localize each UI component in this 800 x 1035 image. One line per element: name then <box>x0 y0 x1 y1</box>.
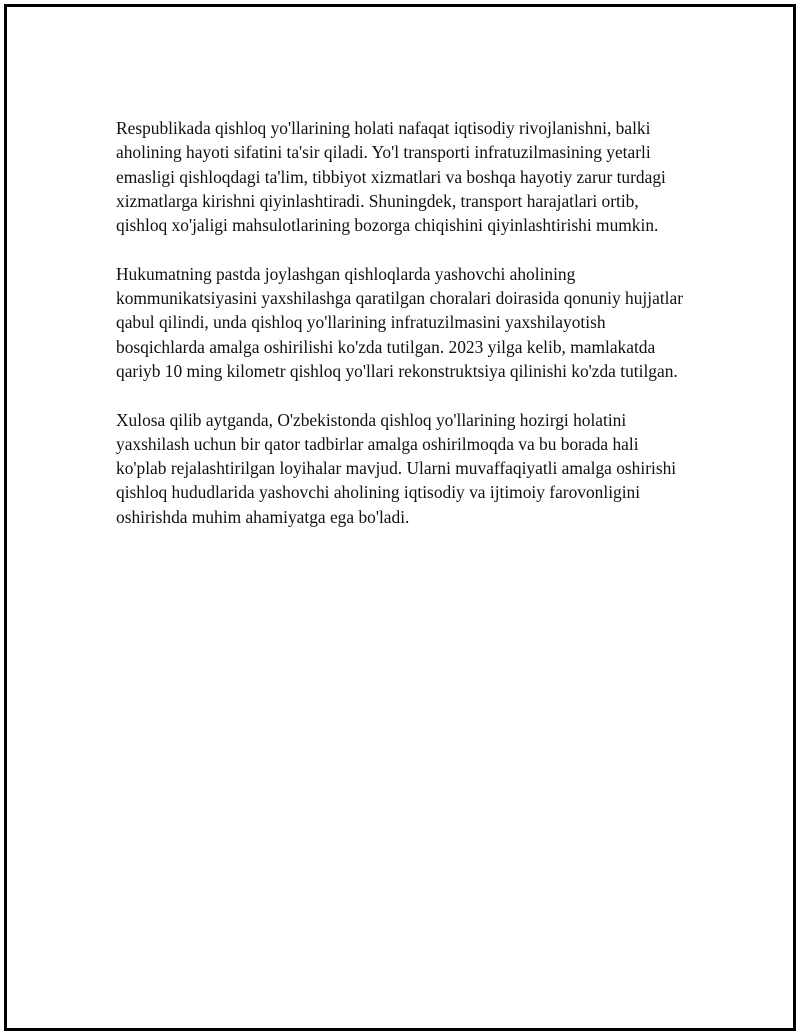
paragraph-conclusion: Xulosa qilib aytganda, O'zbekistonda qishloq yo'llarining hozirgi holatini yaxshilash uchun bir qator tadbirlar amalga oshirilmoqda va bu borada hali ko'plab rejalashtirilgan loyihalar mavjud. Ularni muvaffaqiyatli amalga oshirishi qishloq hududlarida yashovchi aholining iqtisodiy va ijtimoiy farovonligini oshirishda muhim ahamiyatga ega bo'ladi. <box>116 409 677 527</box>
paragraph-rural-roads-impact: Respublikada qishloq yo'llarining holati nafaqat iqtisodiy rivojlanishni, balki aholining hayoti sifatini ta'sir qiladi. Yo'l transporti infratuzilmasining yetarli emasligi qishloqdagi ta'lim, tibbiyot xizmatlari va boshqa hayotiy zarur turdagi xizmatlarga kirishni qiyinlashtiradi. Shuningdek, transport harajatlari ortib, qishloq xo'jaligi mahsulotlarining bozorga chiqishini qiyinlashtirishi mumkin. <box>116 118 666 236</box>
document-body <box>116 116 686 553</box>
paragraph-government-measures: Hukumatning pastda joylashgan qishloqlarda yashovchi aholining kommunikatsiyasini yaxshilashga qaratilgan choralari doirasida qonuniy hujjatlar qabul qilindi, unda qishloq yo'llarining infratuzilmasini yaxshilayotish bosqichlarda amalga oshirilishi ko'zda tutilgan. 2023 yilga kelib, mamlakatda qariyb 10 ming kilometr qishloq yo'llari rekonstruktsiya qilinishi ko'zda tutilgan. <box>116 263 683 381</box>
